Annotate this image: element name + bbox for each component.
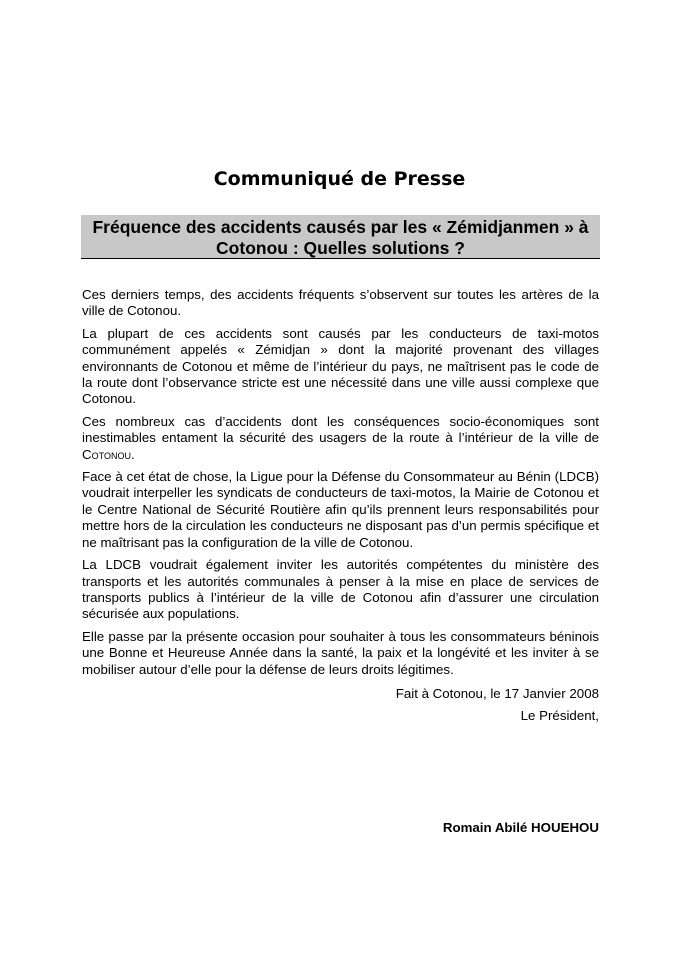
document-title: Communiqué de Presse bbox=[213, 168, 466, 190]
paragraph-impact-text: Ces nombreux cas d’accidents dont les conséquences socio-économiques sont inestimables entament la sécurité des usagers de la route à l’intérieur de la ville de bbox=[82, 413, 599, 446]
closing-block bbox=[300, 683, 599, 727]
subject-line-2: Cotonou : Quelles solutions ? bbox=[216, 238, 465, 258]
signatory-name: Romain Abilé HOUEHOU bbox=[442, 820, 599, 835]
paragraph-invitation: La LDCB voudrait également inviter les autorités compétentes du ministère des transports et les autorités communales à penser à la mise en place de services de transports publics à l’intérieur de la ville de Cotonou afin d’assurer une circulation sécurisée aux populations. bbox=[82, 557, 599, 622]
subject-line-1: Fréquence des accidents causés par les « Zémidjanmen » à bbox=[92, 217, 589, 237]
paragraph-impact-end: . bbox=[130, 446, 135, 462]
paragraph-appeal: Face à cet état de chose, la Ligue pour la Défense du Consommateur au Bénin (LDCB) voudrait interpeller les syndicats de conducteurs de taxi-motos, la Mairie de Cotonou et le Centre National de Sécurité Routière afin qu’ils prennent leurs responsabilités pour mettre hors de la circulation les conducteurs ne disposant pas d’un permis spécifique et ne maîtrisant pas la configuration de la ville de Cotonou. bbox=[82, 469, 599, 550]
paragraph-intro: Ces derniers temps, des accidents fréquents s’observent sur toutes les artères de la ville de Cotonou. bbox=[82, 287, 599, 319]
signatory-role: Le Président, bbox=[520, 708, 599, 723]
paragraph-impact bbox=[82, 414, 599, 463]
document-body bbox=[82, 287, 599, 684]
paragraph-wishes: Elle passe par la présente occasion pour souhaiter à tous les consommateurs béninois une Bonne et Heureuse Année dans la santé, la paix et la longévité et les inviter à se mobiliser autour d’elle pour la défense de leurs droits légitimes. bbox=[82, 628, 599, 677]
place-date: Fait à Cotonou, le 17 Janvier 2008 bbox=[395, 686, 599, 701]
paragraph-impact-city: Cotonou bbox=[82, 446, 131, 462]
subject-heading bbox=[81, 215, 600, 259]
paragraph-causes: La plupart de ces accidents sont causés par les conducteurs de taxi-motos communément appelés « Zémidjan » dont la majorité provenant des villages environnants de Cotonou et même de l’intérieur du pays, ne maîtrisent pas le code de la route dont l’observance stricte est une nécessité dans une ville aussi complexe que Cotonou. bbox=[82, 325, 599, 407]
